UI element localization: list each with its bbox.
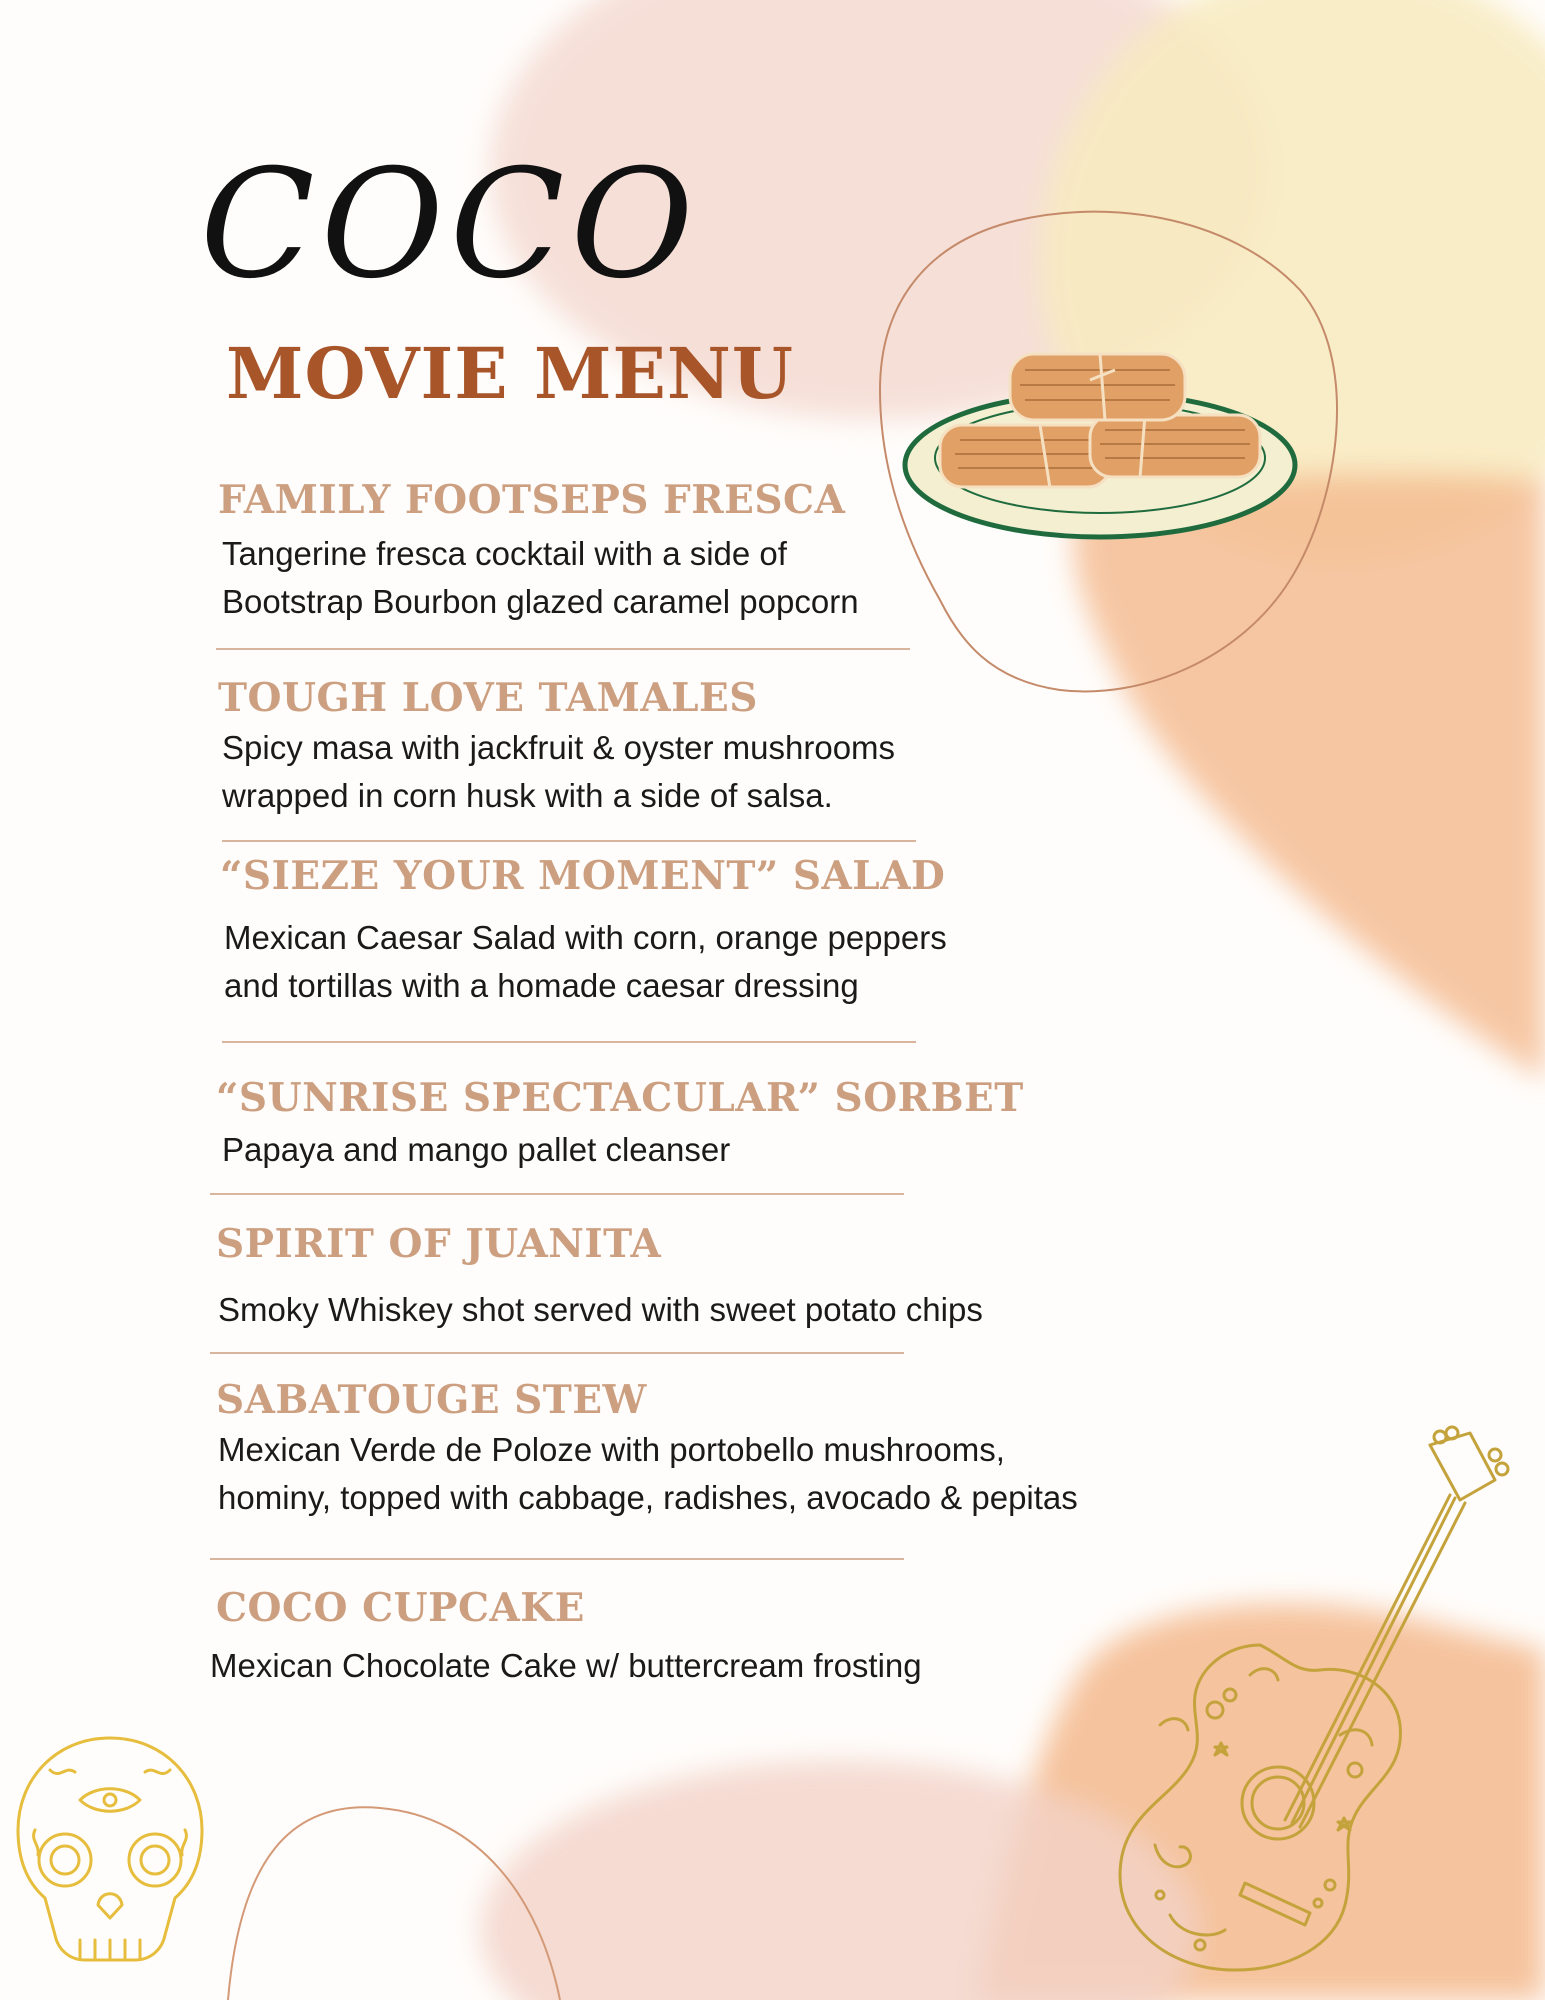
menu-item (218, 674, 895, 820)
divider (222, 840, 916, 842)
menu-item (216, 1074, 1024, 1174)
menu-item (220, 852, 947, 1010)
menu-item-description: Mexican Verde de Poloze with portobello mushrooms, (218, 1431, 1005, 1468)
menu-item-description: Mexican Caesar Salad with corn, orange peppers (224, 919, 947, 956)
menu-subtitle: MOVIE MENU (226, 332, 794, 415)
divider (216, 648, 910, 650)
menu-item-name: “SUNRISE SPECTACULAR” SORBET (216, 1075, 1024, 1121)
menu-item (218, 476, 859, 626)
menu-item (216, 1220, 983, 1334)
menu-item-description: Spicy masa with jackfruit & oyster mushrooms (222, 729, 896, 766)
menu-item-name: SPIRIT OF JUANITA (216, 1221, 662, 1267)
divider (210, 1193, 904, 1195)
divider (210, 1352, 904, 1354)
menu-title: COCO (200, 138, 700, 312)
menu-item-name: COCO CUPCAKE (216, 1585, 585, 1631)
menu-item-name: TOUGH LOVE TAMALES (218, 675, 758, 721)
menu-item-description: and tortillas with a homade caesar dressing (224, 967, 859, 1004)
menu-item-name: FAMILY FOOTSEPS FRESCA (218, 477, 846, 523)
menu-item-name: “SIEZE YOUR MOMENT” SALAD (220, 853, 946, 899)
menu-item (210, 1584, 922, 1690)
menu-item-description: hominy, topped with cabbage, radishes, avocado & pepitas (218, 1479, 1078, 1516)
menu-item-description: Mexican Chocolate Cake w/ buttercream frosting (210, 1647, 922, 1684)
tamales-plate-icon (900, 340, 1300, 550)
menu-item-description: wrapped in corn husk with a side of salsa. (222, 777, 833, 814)
menu-item-name: SABATOUGE STEW (216, 1377, 647, 1423)
sugar-skull-icon (10, 1730, 210, 1970)
divider (210, 1558, 904, 1560)
peach-wash-right (1074, 474, 1545, 1080)
menu-item-description: Smoky Whiskey shot served with sweet potato chips (218, 1291, 983, 1328)
menu-item-description: Tangerine fresca cocktail with a side of (222, 535, 787, 572)
divider (222, 1041, 916, 1043)
menu-item-description: Bootstrap Bourbon glazed caramel popcorn (222, 583, 859, 620)
menu-item-description: Papaya and mango pallet cleanser (222, 1131, 731, 1168)
guitar-icon (1100, 1425, 1520, 1985)
menu-item (216, 1376, 1078, 1522)
